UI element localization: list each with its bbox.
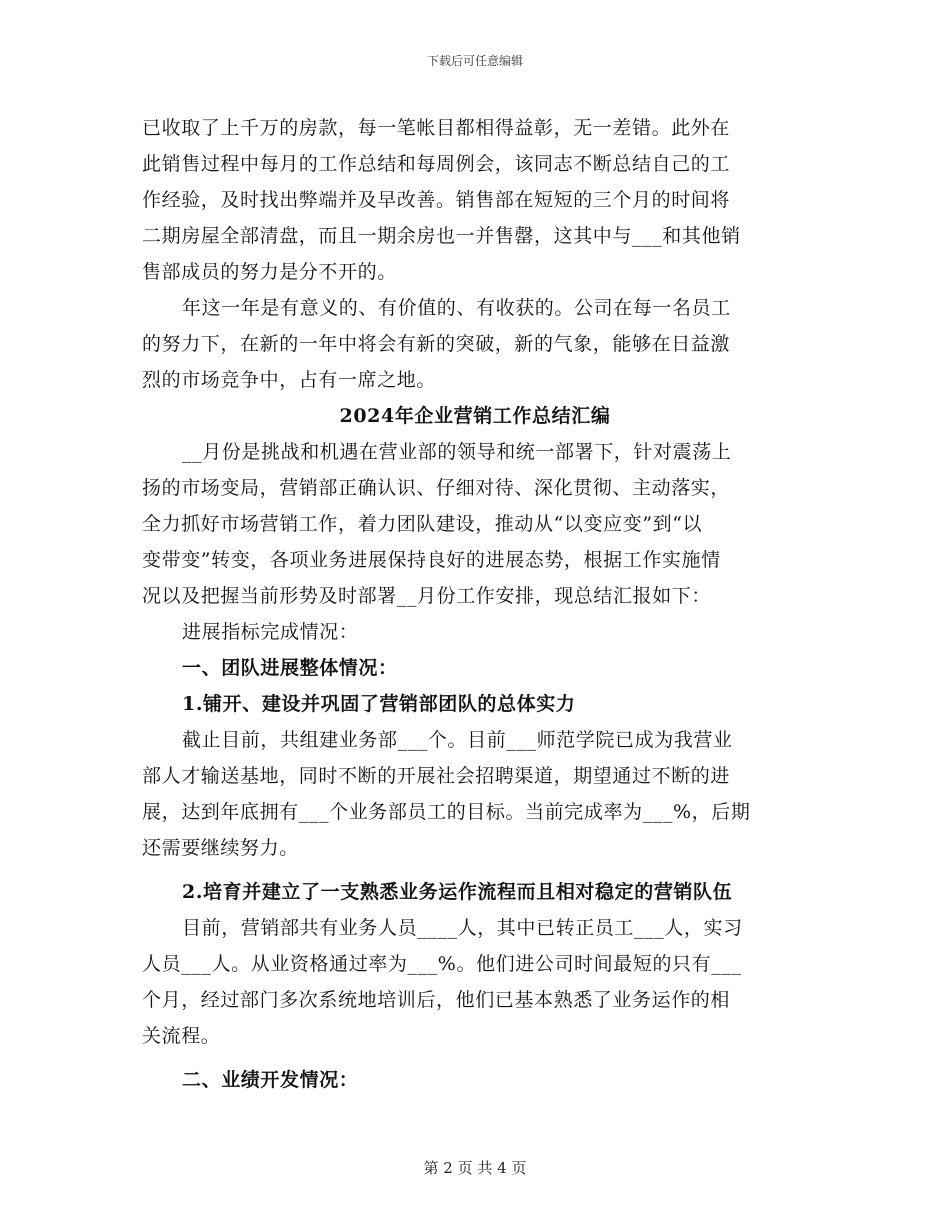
page-footer: 第 2 页 共 4 页	[423, 1159, 527, 1177]
paragraph-line: 截止目前，共组建业务部___个。目前___师范学院已成为我营业	[182, 729, 733, 751]
paragraph-line: 年这一年是有意义的、有价值的、有收获的。公司在每一名员工	[182, 297, 731, 319]
paragraph-line: 扬的市场变局，营销部正确认识、仔细对待、深化贯彻、主动落实，	[142, 477, 731, 499]
paragraph-line: 进展指标完成情况：	[182, 621, 359, 643]
subsection-heading: 2.培育并建立了一支熟悉业务运作流程而且相对稳定的营销队伍	[182, 881, 733, 903]
paragraph-line: 关流程。	[142, 1025, 221, 1047]
subsection-heading: 1.铺开、建设并巩固了营销部团队的总体实力	[182, 693, 576, 715]
paragraph-line: __月份是挑战和机遇在营业部的领导和统一部署下，针对震荡上	[182, 441, 732, 463]
paragraph-line: 个月，经过部门多次系统地培训后，他们已基本熟悉了业务运作的相	[142, 989, 731, 1011]
paragraph-line: 目前，营销部共有业务人员____人，其中已转正员工___人，实习	[182, 917, 743, 939]
paragraph-line: 部人才输送基地，同时不断的开展社会招聘渠道，期望通过不断的进	[142, 765, 731, 787]
paragraph-line: 此销售过程中每月的工作总结和每周例会，该同志不断总结自己的工	[142, 153, 731, 175]
document-body	[142, 113, 808, 1101]
paragraph-line: 售部成员的努力是分不开的。	[142, 261, 397, 283]
paragraph-line: 况以及把握当前形势及时部署__月份工作安排，现总结汇报如下：	[142, 585, 712, 607]
document-title: 2024年企业营销工作总结汇编	[339, 405, 611, 427]
paragraph-line: 全力抓好市场营销工作，着力团队建设，推动从“以变应变”到“以	[142, 513, 703, 535]
paragraph-line: 已收取了上千万的房款，每一笔帐目都相得益彰，无一差错。此外在	[142, 117, 731, 139]
section-heading: 二、业绩开发情况：	[182, 1069, 359, 1091]
page-header: 下载后可任意编辑	[426, 54, 523, 68]
paragraph-line: 作经验，及时找出弊端并及早改善。销售部在短短的三个月的时间将	[142, 189, 731, 211]
paragraph-line: 变带变”转变，各项业务进展保持良好的进展态势，根据工作实施情	[142, 549, 721, 571]
paragraph-line: 烈的市场竞争中，占有一席之地。	[142, 369, 437, 391]
paragraph-line: 的努力下，在新的一年中将会有新的突破，新的气象，能够在日益激	[142, 333, 731, 355]
section-heading: 一、团队进展整体情况：	[182, 657, 398, 679]
paragraph-line: 二期房屋全部清盘，而且一期余房也一并售罄，这其中与___和其他销	[142, 225, 741, 247]
paragraph-line: 人员___人。从业资格通过率为___%。他们进公司时间最短的只有___	[142, 953, 742, 975]
paragraph-line: 还需要继续努力。	[142, 837, 299, 859]
paragraph-line: 展，达到年底拥有___个业务部员工的目标。当前完成率为___%，后期	[142, 801, 751, 823]
